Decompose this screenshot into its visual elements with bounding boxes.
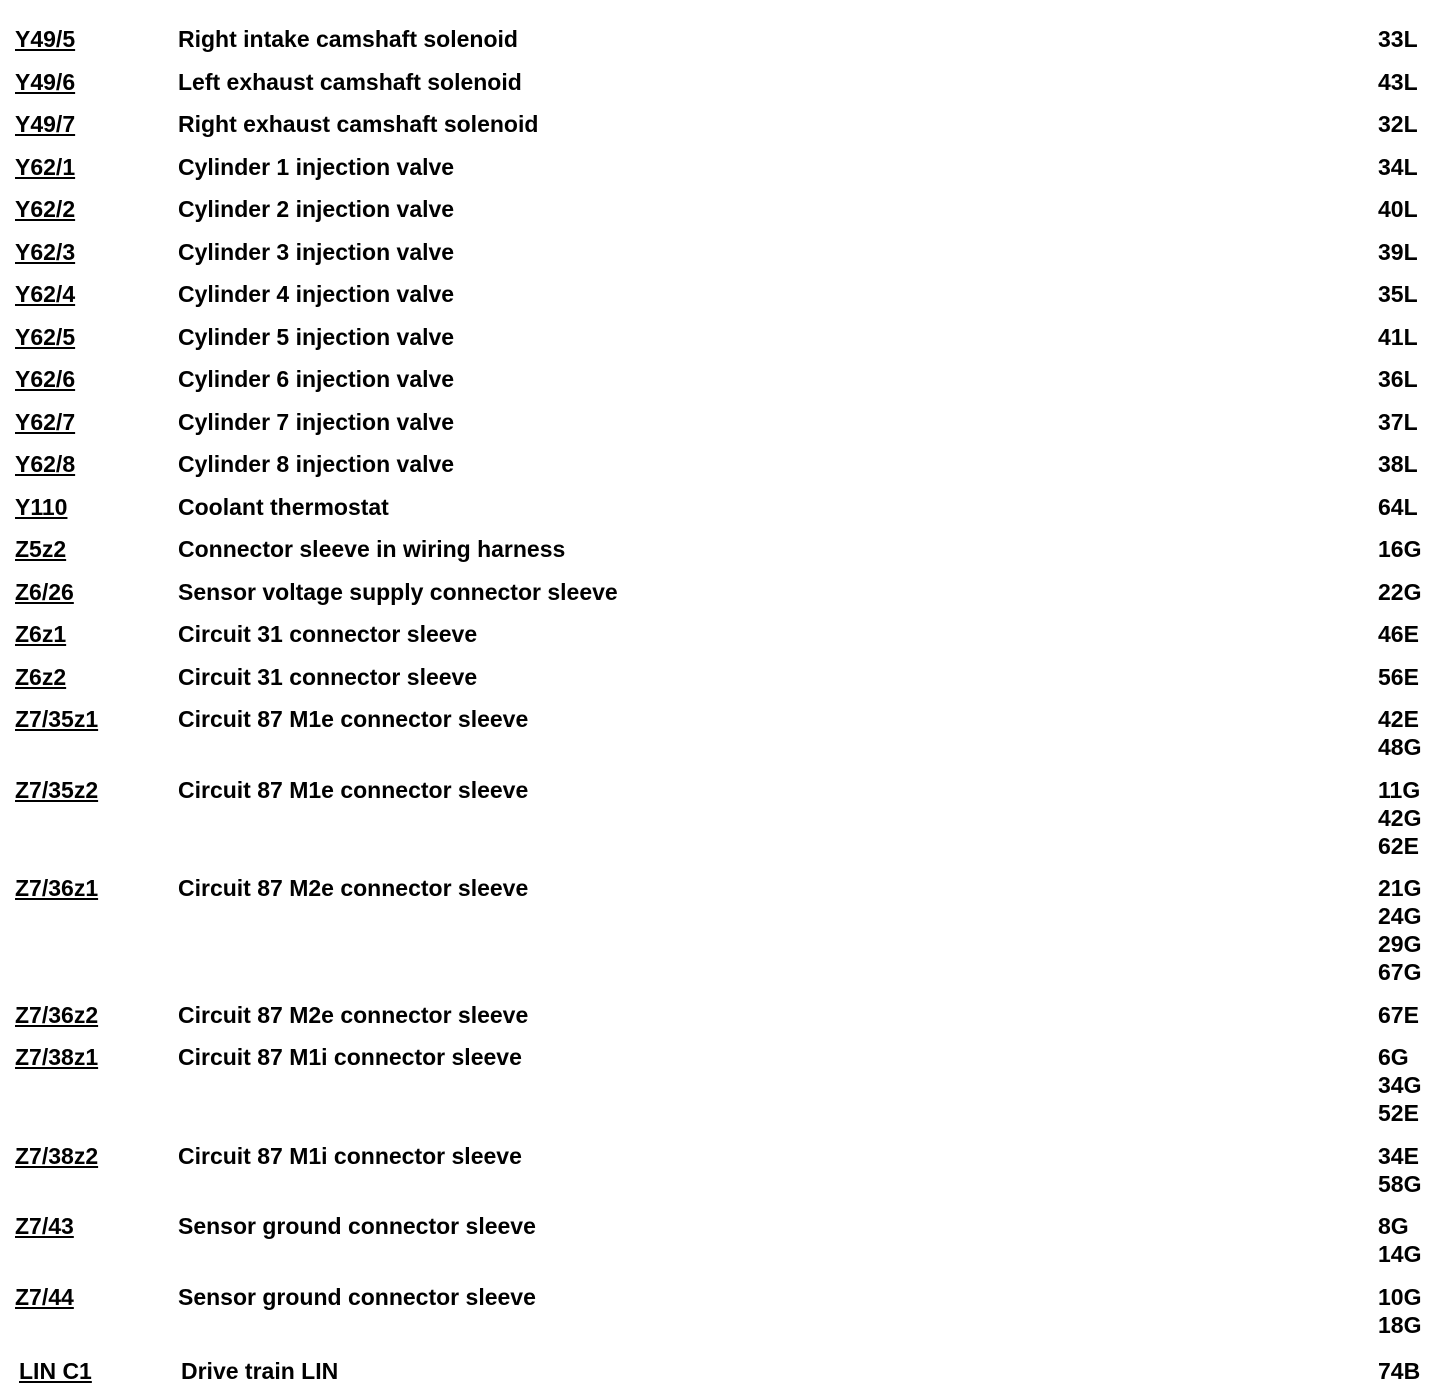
- grid-location: 6G: [1378, 1044, 1409, 1070]
- component-description: Cylinder 8 injection valve: [178, 451, 455, 477]
- grid-location-list: [1378, 493, 1418, 521]
- component-code-link[interactable]: Y62/7: [15, 408, 76, 435]
- grid-location-list: [1378, 1001, 1419, 1029]
- grid-location: 74B: [1378, 1358, 1421, 1384]
- grid-location-list: [1378, 1283, 1421, 1339]
- component-description: Circuit 87 M1i connector sleeve: [178, 1142, 522, 1169]
- component-description: Left exhaust camshaft solenoid: [178, 68, 522, 95]
- grid-location-list: [1378, 323, 1418, 351]
- component-code-link[interactable]: Y49/7: [15, 111, 76, 137]
- grid-location-list: [1378, 620, 1419, 648]
- grid-location: 24G: [1378, 903, 1422, 929]
- component-code-link[interactable]: Y62/1: [15, 153, 76, 180]
- grid-location: 48G: [1378, 734, 1422, 760]
- grid-location: 52E: [1378, 1100, 1419, 1126]
- grid-location: 34L: [1378, 153, 1418, 180]
- grid-location-list: [1378, 705, 1421, 761]
- grid-location-list: [1378, 578, 1421, 606]
- component-code-link[interactable]: Z7/35z1: [15, 706, 99, 732]
- component-description: Cylinder 6 injection valve: [178, 366, 455, 392]
- component-code-link[interactable]: Z7/36z1: [15, 875, 99, 901]
- component-code-link[interactable]: Z6/26: [15, 578, 74, 605]
- component-code-link[interactable]: Z7/43: [15, 1213, 74, 1239]
- grid-location: 56E: [1378, 663, 1419, 690]
- component-code-link[interactable]: Z5z2: [15, 536, 67, 562]
- component-description: Right exhaust camshaft solenoid: [178, 111, 539, 137]
- grid-location: 29G: [1378, 931, 1422, 957]
- component-code-link[interactable]: Y49/6: [15, 68, 76, 95]
- component-code-link[interactable]: Y62/4: [15, 281, 76, 307]
- grid-location: 34G: [1378, 1072, 1422, 1098]
- component-description: Cylinder 3 injection valve: [178, 238, 455, 265]
- component-description: Circuit 87 M1e connector sleeve: [178, 776, 529, 803]
- grid-location: 37L: [1378, 408, 1418, 435]
- grid-location-list: [1378, 195, 1418, 223]
- component-code-link[interactable]: Y49/5: [15, 26, 76, 52]
- grid-location: 43L: [1378, 68, 1418, 95]
- component-code-link[interactable]: Z7/38z2: [15, 1142, 99, 1169]
- grid-location: 62E: [1378, 832, 1419, 859]
- grid-location: 39L: [1378, 238, 1418, 265]
- component-description: Cylinder 5 injection valve: [178, 323, 455, 350]
- grid-location-list: [1378, 408, 1418, 436]
- component-description: Sensor voltage supply connector sleeve: [178, 578, 618, 605]
- grid-location-list: [1378, 25, 1418, 53]
- grid-location: 64L: [1378, 493, 1418, 520]
- grid-location-list: [1378, 450, 1418, 478]
- component-description: Coolant thermostat: [178, 493, 389, 520]
- grid-location-list: [1378, 776, 1421, 860]
- component-description: Circuit 31 connector sleeve: [178, 621, 478, 647]
- grid-location: 16G: [1378, 536, 1422, 562]
- grid-location-list: [1378, 68, 1418, 96]
- grid-location-list: [1378, 365, 1418, 393]
- component-code-link[interactable]: Y110: [15, 493, 68, 520]
- component-description: Cylinder 1 injection valve: [178, 153, 455, 180]
- component-code-link[interactable]: Z6z2: [15, 663, 67, 690]
- grid-location: 18G: [1378, 1311, 1422, 1338]
- grid-location-list: [1378, 1043, 1421, 1127]
- grid-location: 41L: [1378, 323, 1418, 350]
- component-description: Circuit 87 M2e connector sleeve: [178, 875, 529, 901]
- component-code-link[interactable]: Y62/5: [15, 323, 76, 350]
- grid-location: 22G: [1378, 578, 1422, 605]
- grid-location: 42E: [1378, 706, 1419, 732]
- grid-location: 36L: [1378, 366, 1418, 392]
- grid-location-list: [1378, 535, 1421, 563]
- grid-location: 67E: [1378, 1001, 1419, 1028]
- component-description: Cylinder 2 injection valve: [178, 196, 455, 222]
- grid-location: 34E: [1378, 1142, 1419, 1169]
- grid-location: 8G: [1378, 1213, 1409, 1239]
- grid-location: 58G: [1378, 1170, 1422, 1197]
- component-code-link[interactable]: Y62/2: [15, 196, 76, 222]
- grid-location-list: [1378, 1212, 1421, 1268]
- component-code-link[interactable]: Z7/35z2: [15, 776, 99, 803]
- grid-location-list: [1378, 110, 1418, 138]
- component-description: Circuit 87 M1i connector sleeve: [178, 1044, 522, 1070]
- component-description: Connector sleeve in wiring harness: [178, 536, 566, 562]
- grid-location: 32L: [1378, 111, 1418, 137]
- grid-location-list: [1378, 1357, 1420, 1385]
- component-description: Cylinder 4 injection valve: [178, 281, 455, 307]
- component-code-link[interactable]: Z7/38z1: [15, 1044, 99, 1070]
- component-code-link[interactable]: Y62/3: [15, 238, 76, 265]
- grid-location: 46E: [1378, 621, 1419, 647]
- grid-location-list: [1378, 153, 1418, 181]
- component-code-link[interactable]: Y62/8: [15, 451, 76, 477]
- component-description: Circuit 87 M2e connector sleeve: [178, 1001, 529, 1028]
- component-description: Right intake camshaft solenoid: [178, 26, 518, 52]
- grid-location-list: [1378, 238, 1418, 266]
- component-description: Sensor ground connector sleeve: [178, 1213, 536, 1239]
- grid-location-list: [1378, 663, 1419, 691]
- grid-location-list: [1378, 1142, 1421, 1198]
- component-code-link[interactable]: Y62/6: [15, 366, 76, 392]
- grid-location: 38L: [1378, 451, 1418, 477]
- component-description: Circuit 31 connector sleeve: [178, 663, 478, 690]
- grid-location: 33L: [1378, 26, 1418, 52]
- component-code-link[interactable]: Z7/36z2: [15, 1001, 99, 1028]
- grid-location: 21G: [1378, 875, 1422, 901]
- grid-location: 67G: [1378, 959, 1422, 985]
- grid-location: 42G: [1378, 804, 1422, 831]
- component-code-link[interactable]: Z7/44: [15, 1283, 74, 1310]
- grid-location: 35L: [1378, 281, 1418, 307]
- grid-location-list: [1378, 280, 1418, 308]
- component-description: Drive train LIN: [181, 1358, 339, 1384]
- grid-location: 14G: [1378, 1241, 1422, 1267]
- grid-location-list: [1378, 874, 1421, 986]
- component-code-link[interactable]: LIN C1: [19, 1358, 92, 1384]
- component-code-link[interactable]: Z6z1: [15, 621, 67, 647]
- grid-location: 40L: [1378, 196, 1418, 222]
- grid-location: 10G: [1378, 1283, 1422, 1310]
- grid-location: 11G: [1378, 776, 1421, 803]
- component-description: Circuit 87 M1e connector sleeve: [178, 706, 529, 732]
- component-description: Cylinder 7 injection valve: [178, 408, 455, 435]
- component-description: Sensor ground connector sleeve: [178, 1283, 536, 1310]
